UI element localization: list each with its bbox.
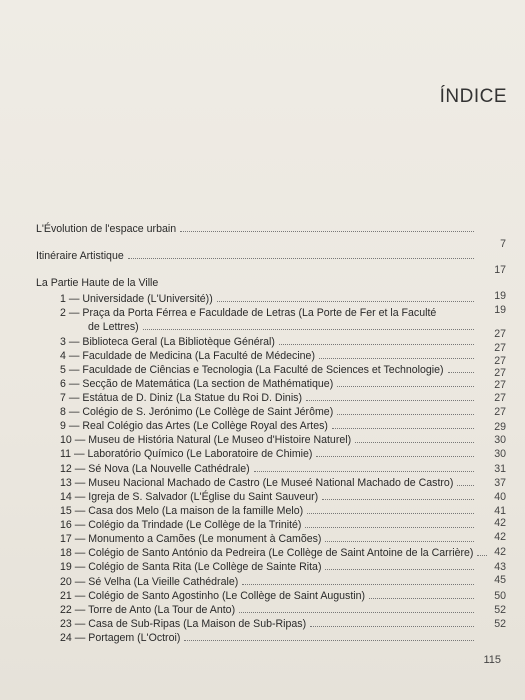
dot-leader bbox=[217, 301, 474, 302]
toc-entry-title: 8 — Colégio de S. Jerónimo (Le Collège de Saint Jérôme) bbox=[60, 406, 334, 418]
toc-page-number: 50 bbox=[494, 590, 506, 602]
dot-leader bbox=[337, 386, 474, 387]
toc-entry bbox=[60, 519, 478, 532]
toc-entry bbox=[60, 420, 478, 433]
toc-page-number: 30 bbox=[494, 448, 506, 460]
toc-entry bbox=[60, 307, 478, 320]
dot-leader bbox=[242, 584, 474, 585]
toc-entry bbox=[60, 434, 478, 447]
dot-leader bbox=[337, 414, 474, 415]
toc-entry bbox=[36, 277, 300, 290]
toc-entry-title: 7 — Estátua de D. Diniz (La Statue du Roi D. Dinis) bbox=[60, 392, 302, 404]
dot-leader bbox=[128, 258, 474, 259]
toc-page-number: 42 bbox=[494, 546, 506, 558]
toc-entry-title: 24 — Portagem (L'Octroi) bbox=[60, 632, 181, 644]
dot-leader bbox=[310, 626, 474, 627]
toc-page-number: 19 bbox=[494, 290, 506, 302]
toc-entry bbox=[60, 463, 478, 476]
toc-entry-title: 23 — Casa de Sub-Ripas (La Maison de Sub-Ripas) bbox=[60, 618, 307, 630]
toc-page-number: 27 bbox=[494, 328, 506, 340]
toc-entry bbox=[60, 448, 478, 461]
toc-entry-title: 15 — Casa dos Melo (La maison de la famille Melo) bbox=[60, 505, 304, 517]
dot-leader bbox=[184, 640, 474, 641]
toc-entry bbox=[60, 350, 478, 363]
dot-leader bbox=[316, 456, 474, 457]
toc-entry bbox=[60, 547, 478, 560]
toc-entry-title: 21 — Colégio de Santo Agostinho (Le Collège de Saint Augustin) bbox=[60, 590, 366, 602]
toc-entry bbox=[60, 561, 478, 574]
dot-leader bbox=[325, 569, 474, 570]
dot-leader bbox=[477, 555, 487, 556]
toc-entry-title: 5 — Faculdade de Ciências e Tecnologia (La Faculté de Sciences et Technologie) bbox=[60, 364, 444, 376]
toc-page-number: 42 bbox=[494, 517, 506, 529]
toc-entry bbox=[60, 533, 478, 546]
toc-page-number: 37 bbox=[494, 477, 506, 489]
dot-leader bbox=[448, 372, 474, 373]
toc-entry bbox=[60, 590, 478, 603]
toc-entry-title: 1 — Universidade (L'Université)) bbox=[60, 293, 213, 305]
toc-entry bbox=[36, 250, 478, 263]
page-title: ÍNDICE bbox=[439, 86, 507, 107]
toc-page-number: 27 bbox=[494, 392, 506, 404]
toc-entry-title: 14 — Igreja de S. Salvador (L'Église du Saint Sauveur) bbox=[60, 491, 319, 503]
toc-entry-title: 12 — Sé Nova (La Nouvelle Cathédrale) bbox=[60, 463, 250, 475]
toc-entry-title: 3 — Biblioteca Geral (La Bibliotèque Général) bbox=[60, 336, 275, 348]
toc-page-number: 52 bbox=[494, 604, 506, 616]
toc-entry bbox=[60, 392, 478, 405]
toc-entry bbox=[60, 293, 478, 306]
toc-page-number: 45 bbox=[494, 574, 506, 586]
toc-entry-title: 6 — Secção de Matemática (La section de Mathématique) bbox=[60, 378, 334, 390]
toc-entry-title: 20 — Sé Velha (La Vieille Cathédrale) bbox=[60, 576, 239, 588]
toc-page-number: 52 bbox=[494, 618, 506, 630]
toc-entry bbox=[60, 491, 478, 504]
toc-entry bbox=[60, 406, 478, 419]
toc-page-number: 27 bbox=[494, 342, 506, 354]
toc-entry bbox=[60, 378, 478, 391]
dot-leader bbox=[369, 598, 474, 599]
toc-page-number: 43 bbox=[494, 561, 506, 573]
dot-leader bbox=[143, 329, 474, 330]
toc-page-number: 41 bbox=[494, 505, 506, 517]
toc-entry bbox=[60, 632, 478, 645]
dot-leader bbox=[355, 442, 474, 443]
dot-leader bbox=[319, 358, 474, 359]
toc-entry bbox=[60, 618, 478, 631]
toc-entry-title: 9 — Real Colégio das Artes (Le Collège Royal des Artes) bbox=[60, 420, 328, 432]
toc-entry-title: 4 — Faculdade de Medicina (La Faculté de Médecine) bbox=[60, 350, 315, 362]
toc-entry-title: Itinéraire Artistique bbox=[36, 250, 124, 262]
toc-entry-title: La Partie Haute de la Ville bbox=[36, 277, 159, 289]
dot-leader bbox=[332, 428, 474, 429]
toc-page-number: 40 bbox=[494, 491, 506, 503]
toc-entry-title: 10 — Museu de História Natural (Le Museo d'Histoire Naturel) bbox=[60, 434, 352, 446]
toc-page-number: 29 bbox=[494, 421, 506, 433]
toc-entry-title: 2 — Praça da Porta Férrea e Faculdade de Letras (La Porte de Fer et la Faculté bbox=[60, 307, 437, 319]
dot-leader bbox=[254, 471, 474, 472]
toc-entry-title: 19 — Colégio de Santa Rita (Le Collège de Sainte Rita) bbox=[60, 561, 322, 573]
dot-leader bbox=[279, 344, 474, 345]
toc-page-number: 31 bbox=[494, 463, 506, 475]
toc-entry bbox=[60, 336, 478, 349]
dot-leader bbox=[180, 231, 474, 232]
toc-page-number: 27 bbox=[494, 355, 506, 367]
toc-entry bbox=[88, 321, 478, 334]
toc-entry-title: 17 — Monumento a Camões (Le monument à Camões) bbox=[60, 533, 322, 545]
dot-leader bbox=[325, 541, 474, 542]
toc-page-number: 7 bbox=[500, 238, 506, 250]
toc-entry bbox=[60, 364, 478, 377]
toc-page-number: 42 bbox=[494, 531, 506, 543]
dot-leader bbox=[457, 485, 474, 486]
toc-page-number: 27 bbox=[494, 379, 506, 391]
toc-entry bbox=[60, 576, 478, 589]
dot-leader bbox=[239, 612, 474, 613]
toc-entry-title: L'Évolution de l'espace urbain bbox=[36, 223, 177, 235]
toc-entry bbox=[60, 505, 478, 518]
dot-leader bbox=[322, 499, 474, 500]
page-number: 115 bbox=[483, 654, 501, 666]
toc-page-number: 17 bbox=[494, 264, 506, 276]
toc-page-number: 19 bbox=[494, 304, 506, 316]
toc-entry bbox=[60, 604, 478, 617]
toc-page-number: 27 bbox=[494, 367, 506, 379]
toc-page-number: 30 bbox=[494, 434, 506, 446]
dot-leader bbox=[305, 527, 474, 528]
toc-entry-title: 22 — Torre de Anto (La Tour de Anto) bbox=[60, 604, 236, 616]
toc-entry-title: de Lettres) bbox=[88, 321, 139, 333]
dot-leader bbox=[306, 400, 474, 401]
dot-leader bbox=[307, 513, 474, 514]
toc-entry-title: 18 — Colégio de Santo António da Pedreira (Le Collège de Saint Antoine de la Carrière) bbox=[60, 547, 474, 559]
toc-entry bbox=[60, 477, 478, 490]
toc-entry-title: 16 — Colégio da Trindade (Le Collège de la Trinité) bbox=[60, 519, 302, 531]
toc-entry bbox=[36, 223, 478, 236]
toc-entry-title: 13 — Museu Nacional Machado de Castro (Le Museé National Machado de Castro) bbox=[60, 477, 454, 489]
toc-page-number: 27 bbox=[494, 406, 506, 418]
toc-entry-title: 11 — Laboratório Químico (Le Laboratoire de Chimie) bbox=[60, 448, 313, 460]
